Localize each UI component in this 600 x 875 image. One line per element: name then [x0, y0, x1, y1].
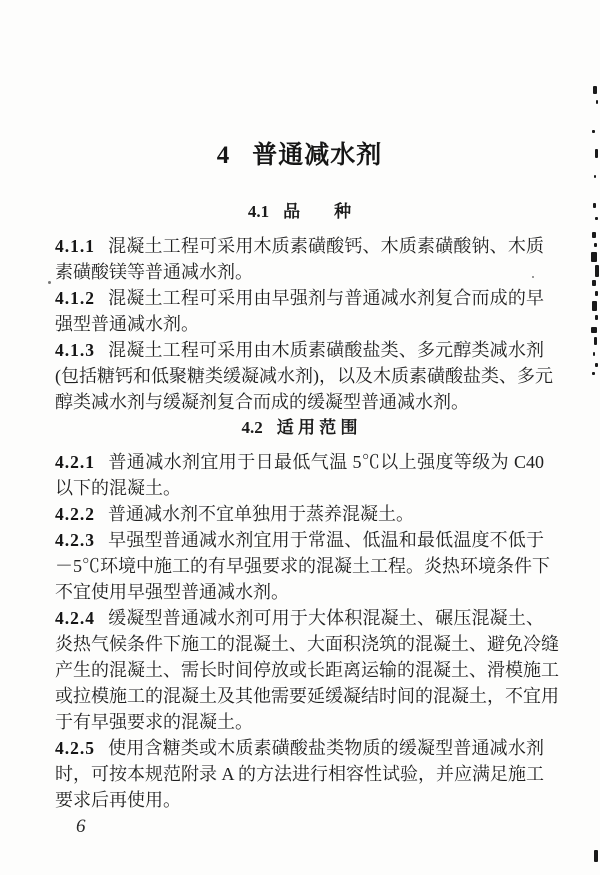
- scan-artifact: [594, 175, 596, 178]
- scan-artifact: [592, 301, 597, 311]
- clause-paragraph: [55, 337, 553, 415]
- paragraph-line: 炎热气候条件下施工的混凝土、大面积浇筑的混凝土、避免冷缝: [55, 634, 559, 654]
- scan-artifact: [592, 372, 595, 375]
- clause-number: 4.2.4: [55, 608, 95, 628]
- chapter-title-text: 普通减水剂: [252, 142, 383, 169]
- clause-number: 4.1.3: [55, 340, 95, 360]
- chapter-number: 4: [216, 142, 231, 169]
- paragraph-line: 4.1.1 混凝土工程可采用木质素磺酸钙、木质素磺酸钠、木质: [55, 236, 544, 256]
- scan-artifact: [593, 86, 597, 94]
- paragraph-line: 强型普通减水剂。: [55, 314, 199, 334]
- scan-artifact: [595, 149, 598, 158]
- clause-paragraph: [55, 449, 544, 501]
- clause-number: 4.2.2: [55, 504, 95, 524]
- clause-number: 4.2.5: [55, 738, 95, 758]
- clause-paragraph: [55, 233, 544, 285]
- scan-artifact: [592, 280, 596, 286]
- scan-artifact: [595, 315, 598, 320]
- clause-paragraph: [55, 501, 544, 527]
- paragraph-line: 4.2.3 早强型普通减水剂宜用于常温、低温和最低温度不低于: [55, 530, 544, 550]
- chapter-title: [55, 142, 544, 170]
- scan-artifact: [594, 243, 597, 247]
- scan-speck: [48, 281, 51, 284]
- paragraph-line: －5℃环境中施工的有早强要求的混凝土工程。炎热环境条件下: [55, 556, 550, 576]
- scan-artifact: [591, 252, 597, 262]
- scan-artifact: [595, 363, 598, 367]
- paragraph-line: 4.1.3 混凝土工程可采用由木质素磺酸盐类、多元醇类减水剂: [55, 340, 544, 360]
- page-number: 6: [76, 816, 86, 837]
- paragraph-line: 4.2.5 使用含糖类或木质素磺酸盐类物质的缓凝型普通减水剂: [55, 738, 544, 758]
- scan-artifact: [591, 327, 597, 333]
- paragraph-line: 产生的混凝土、需长时间停放或长距离运输的混凝土、滑模施工: [55, 660, 559, 680]
- paragraph-line: 4.2.2 普通减水剂不宜单独用于蒸养混凝土。: [55, 504, 414, 524]
- scan-artifact: [595, 291, 598, 296]
- scan-artifact: [592, 130, 595, 133]
- page-content: [55, 0, 559, 813]
- section-heading-4-2: [55, 415, 544, 441]
- clause-number: 4.1.1: [55, 236, 95, 256]
- section-number: 4.1: [247, 202, 270, 221]
- scan-artifact: [592, 232, 596, 238]
- paragraph-line: 不宜使用早强型普通减水剂。: [55, 582, 289, 602]
- paragraph-line: (包括糖钙和低聚糖类缓凝减水剂)，以及木质素磺酸盐类、多元: [55, 366, 553, 386]
- clause-number: 4.2.1: [55, 452, 95, 472]
- paragraph-line: 4.1.2 混凝土工程可采用由早强剂与普通减水剂复合而成的早: [55, 288, 544, 308]
- scan-artifact: [595, 265, 599, 277]
- section-4-1-body: [55, 233, 553, 415]
- clause-number: 4.2.3: [55, 530, 95, 550]
- scan-artifact: [593, 203, 596, 208]
- paragraph-line: 以下的混凝土。: [55, 478, 181, 498]
- scan-artifact: [593, 352, 595, 356]
- section-heading-4-1: [55, 201, 544, 223]
- section-title: 适 用 范 围: [276, 418, 358, 437]
- paragraph-line: 时，可按本规范附录 A 的方法进行相容性试验，并应满足施工: [55, 764, 545, 784]
- clause-paragraph: [55, 527, 550, 605]
- clause-number: 4.1.2: [55, 288, 95, 308]
- clause-paragraph: [55, 285, 544, 337]
- paragraph-line: 要求后再使用。: [55, 790, 181, 810]
- section-number: 4.2: [241, 418, 263, 437]
- paragraph-line: 4.2.1 普通减水剂宜用于日最低气温 5℃以上强度等级为 C40: [55, 452, 544, 472]
- clause-paragraph: [55, 605, 559, 735]
- paragraph-line: 素磺酸镁等普通减水剂。: [55, 262, 253, 282]
- paragraph-line: 于有早强要求的混凝土。: [55, 712, 253, 732]
- section-4-2-body: [55, 449, 559, 813]
- paragraph-line: 或拉模施工的混凝土及其他需要延缓凝结时间的混凝土，不宜用: [55, 686, 559, 706]
- paragraph-line: 4.2.4 缓凝型普通减水剂可用于大体积混凝土、碾压混凝土、: [55, 608, 544, 628]
- clause-paragraph: [55, 735, 544, 813]
- scan-artifact: [596, 100, 598, 104]
- scan-artifact: [594, 850, 598, 862]
- scan-artifact: [594, 337, 597, 345]
- scan-speck: [532, 276, 534, 278]
- section-title: 品 种: [283, 202, 352, 221]
- scan-artifact: [595, 217, 598, 220]
- paragraph-line: 醇类减水剂与缓凝剂复合而成的缓凝型普通减水剂。: [55, 392, 469, 412]
